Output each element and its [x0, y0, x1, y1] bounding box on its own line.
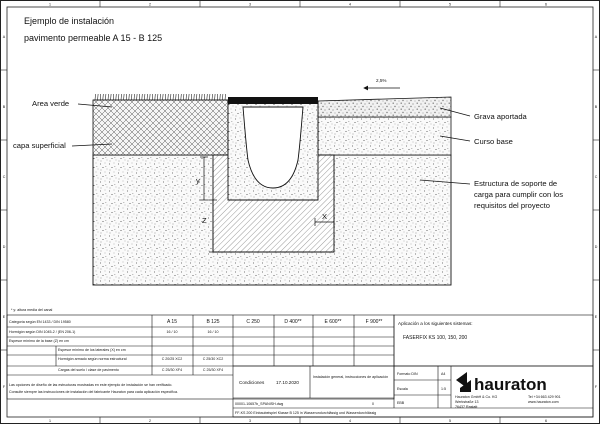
table-header-f900: F 900** — [365, 319, 383, 325]
scale-value: 1:5 — [441, 387, 446, 391]
format-value: A4 — [441, 372, 446, 376]
frame-number-4: 4 — [349, 2, 351, 7]
dimension-x-label: X — [322, 212, 328, 221]
frame-letter-c-right: C — [594, 175, 598, 179]
slope-label: 2,5% — [376, 78, 387, 83]
table-cell-a15-row1: 16 / 10 — [166, 330, 178, 334]
cross-section-drawing — [72, 78, 470, 285]
frame-number-6: 6 — [545, 2, 547, 7]
label-curso-base: Curso base — [474, 137, 513, 146]
company-tel: Tel +34 663 429 901 — [528, 395, 561, 399]
table-row-label-base: Espesor mínimo de la base (Z) en cm — [9, 339, 69, 343]
table-cell-b125-row3: C 25/30 XF4 — [202, 368, 224, 372]
table-row-label-reinforced: Hormigón armado según norma estructural — [58, 357, 127, 361]
frame-letter-a-right: A — [594, 35, 598, 39]
ebb-code: EBB — [397, 401, 405, 405]
company-address-2: Werkstraße 13 — [455, 400, 479, 404]
label-estructura-line1: Estructura de soporte de — [474, 179, 558, 188]
table-cell-a15-row2: C 20/25 XC2 — [161, 357, 183, 361]
frame-letter-d: D — [2, 245, 6, 249]
frame-number-2-bottom: 2 — [149, 419, 151, 423]
table-header-d400: D 400** — [284, 319, 302, 325]
label-estructura-line3: requisitos del proyecto — [474, 201, 550, 210]
frame-letter-a: A — [2, 35, 6, 39]
frame-number-1-bottom: 1 — [49, 419, 51, 423]
frame-letter-e-right: E — [594, 315, 598, 319]
label-grava-aportada: Grava aportada — [474, 112, 527, 121]
company-address-1: Hauraton GmbH & Co. KG — [455, 395, 498, 399]
table-note-1: Las opciones de diseño de las estructuras mostradas en este ejemplo de instalación se han verificado. — [9, 383, 173, 387]
conditions-date: 17.10.2020 — [276, 380, 299, 385]
table-header-a15: A 15 — [166, 319, 178, 325]
label-capa-superficial: capa superficial — [13, 141, 66, 150]
revision: 0 — [372, 402, 374, 406]
frame-letter-f: F — [2, 385, 6, 389]
table-note-2: Consulte siempre las instrucciones de instalación del fabricante Hauraton para cada aplicación específica. — [9, 390, 179, 394]
application-label: Aplicación a los siguientes sistemas: — [398, 321, 473, 326]
table-row-label-concrete: Hormigón según DIN 1045-2 / (EN 206-1) — [9, 330, 76, 334]
frame-number-6-bottom: 6 — [545, 419, 547, 423]
frame-number-5: 5 — [449, 2, 451, 7]
format-label: Formato DIN — [397, 372, 418, 376]
frame-number-3-bottom: 3 — [249, 419, 251, 423]
frame-letter-d-right: D — [594, 245, 598, 249]
frame-letter-b-right: B — [594, 105, 598, 109]
frame-letter-e: E — [2, 315, 6, 319]
label-area-verde: Area verde — [32, 99, 70, 108]
dimension-z-label: Z — [202, 216, 207, 225]
conditions-label: Condiciones — [239, 380, 265, 385]
application-value: FASERFIX KS 100, 150, 200 — [403, 335, 468, 341]
company-address-3: 76437 Rastatt — [455, 405, 478, 409]
frame-number-2: 2 — [149, 2, 151, 7]
drawing-title-line1: Ejemplo de instalación — [24, 16, 115, 26]
footnote: * y: altura media del canal — [11, 308, 53, 312]
frame-letter-c: C — [2, 175, 6, 179]
hauraton-logo — [456, 372, 547, 394]
scale-label: Escala — [397, 387, 408, 391]
installation-note: Instalación general, instrucciones de aplicación — [313, 375, 389, 379]
table-row-label-loads: Cargas del suelo / clase de pavimento — [58, 368, 119, 372]
frame-letter-f-right: F — [594, 385, 598, 389]
channel-grate — [228, 97, 318, 104]
table-row-label-category: Categoría según EN 1433 / DIN 19580 — [9, 320, 71, 324]
frame-number-5-bottom: 5 — [449, 419, 451, 423]
company-name: hauraton — [474, 375, 547, 394]
drawing-description: FF-KS 200 Einbaubeispiel Klasse B 125 in Wasserundurchlässig und Wasserdurchlässig — [235, 411, 377, 415]
frame-letter-b: B — [2, 105, 6, 109]
table-row-label-sides: Espesor mínimo de los laterales (X) en cm — [58, 348, 126, 352]
gravel-layer — [318, 97, 451, 117]
base-course-layer — [318, 117, 451, 155]
table-cell-a15-row3: C 25/30 XF4 — [161, 368, 183, 372]
table-cell-b125-row2: C 25/30 XC2 — [202, 357, 224, 361]
table-header-e600: E 600** — [324, 319, 342, 325]
table-cell-b125-row1: 16 / 10 — [207, 330, 219, 334]
surface-layer — [93, 100, 228, 155]
table-header-c250: C 250 — [246, 319, 260, 325]
frame-number-3: 3 — [249, 2, 251, 7]
dimension-y-label: y — [196, 176, 200, 185]
label-estructura-line2: carga para cumplir con los — [474, 190, 564, 199]
drawing-title-line2: pavimento permeable A 15 - B 125 — [24, 33, 163, 43]
table-header-b125: B 125 — [206, 319, 220, 325]
frame-number-1: 1 — [49, 2, 51, 7]
drawing-number: 00001-10657b_SPANISH.dwg — [235, 402, 284, 406]
frame-number-4-bottom: 4 — [349, 419, 351, 423]
company-web: www.hauraton.com — [528, 400, 559, 404]
